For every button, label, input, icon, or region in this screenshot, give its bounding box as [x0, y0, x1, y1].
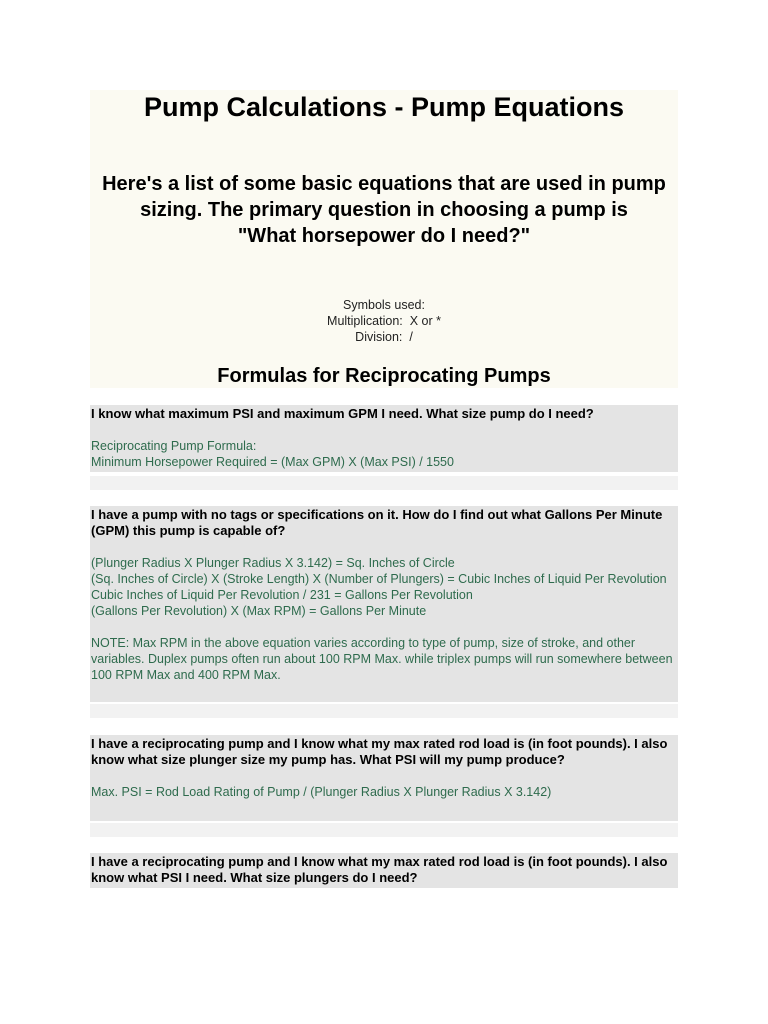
page-title: Pump Calculations - Pump Equations	[143, 92, 625, 122]
qa-block-3	[90, 735, 678, 821]
intro-question: "What horsepower do I need?"	[237, 225, 531, 247]
answer-3-line-1: Max. PSI = Rod Load Rating of Pump / (Plunger Radius X Plunger Radius X 3.142)	[91, 785, 552, 799]
divider-strip	[90, 704, 678, 718]
symbols-heading: Symbols used:	[343, 298, 425, 312]
answer-1-line-1: Reciprocating Pump Formula:	[91, 439, 257, 453]
qa-block-4	[90, 853, 678, 888]
answer-2-line-4: (Gallons Per Revolution) X (Max RPM) = Gallons Per Minute	[91, 604, 427, 618]
answer-2-line-3: Cubic Inches of Liquid Per Revolution / 231 = Gallons Per Revolution	[91, 588, 473, 602]
answer-2-line-2: (Sq. Inches of Circle) X (Stroke Length) X (Number of Plungers) = Cubic Inches of Liquid Per Revolution	[91, 572, 667, 586]
symbols-division: Division: /	[355, 330, 413, 344]
section-title: Formulas for Reciprocating Pumps	[217, 365, 551, 387]
intro-paragraph	[90, 171, 678, 249]
answer-2-line-1: (Plunger Radius X Plunger Radius X 3.142) = Sq. Inches of Circle	[91, 556, 455, 570]
symbols-multiplication: Multiplication: X or *	[327, 314, 441, 328]
symbols-legend	[90, 297, 678, 345]
divider-strip	[90, 476, 678, 490]
question-2: I have a pump with no tags or specifications on it. How do I find out what Gallons Per Minute (GPM) this pump is capable of?	[91, 507, 663, 538]
question-3: I have a reciprocating pump and I know what my max rated rod load is (in foot pounds). I also know what size plunger size my pump has. What PSI will my pump produce?	[91, 736, 668, 767]
question-4: I have a reciprocating pump and I know what my max rated rod load is (in foot pounds). I also know what PSI I need. What size plungers do I need?	[91, 854, 668, 885]
qa-block-2	[90, 506, 678, 702]
question-1: I know what maximum PSI and maximum GPM I need. What size pump do I need?	[91, 406, 594, 421]
qa-block-1	[90, 405, 678, 472]
answer-2-note: NOTE: Max RPM in the above equation varies according to type of pump, size of stroke, and other variables. Duplex pumps often run about 100 RPM Max. while triplex pumps will run somewhere between 100 RPM Max and 400 RPM Max.	[91, 636, 673, 682]
divider-strip	[90, 823, 678, 837]
intro-text: Here's a list of some basic equations that are used in pump sizing. The primary question in choosing a pump is	[102, 173, 666, 221]
answer-1-line-2: Minimum Horsepower Required = (Max GPM) X (Max PSI) / 1550	[91, 455, 454, 469]
